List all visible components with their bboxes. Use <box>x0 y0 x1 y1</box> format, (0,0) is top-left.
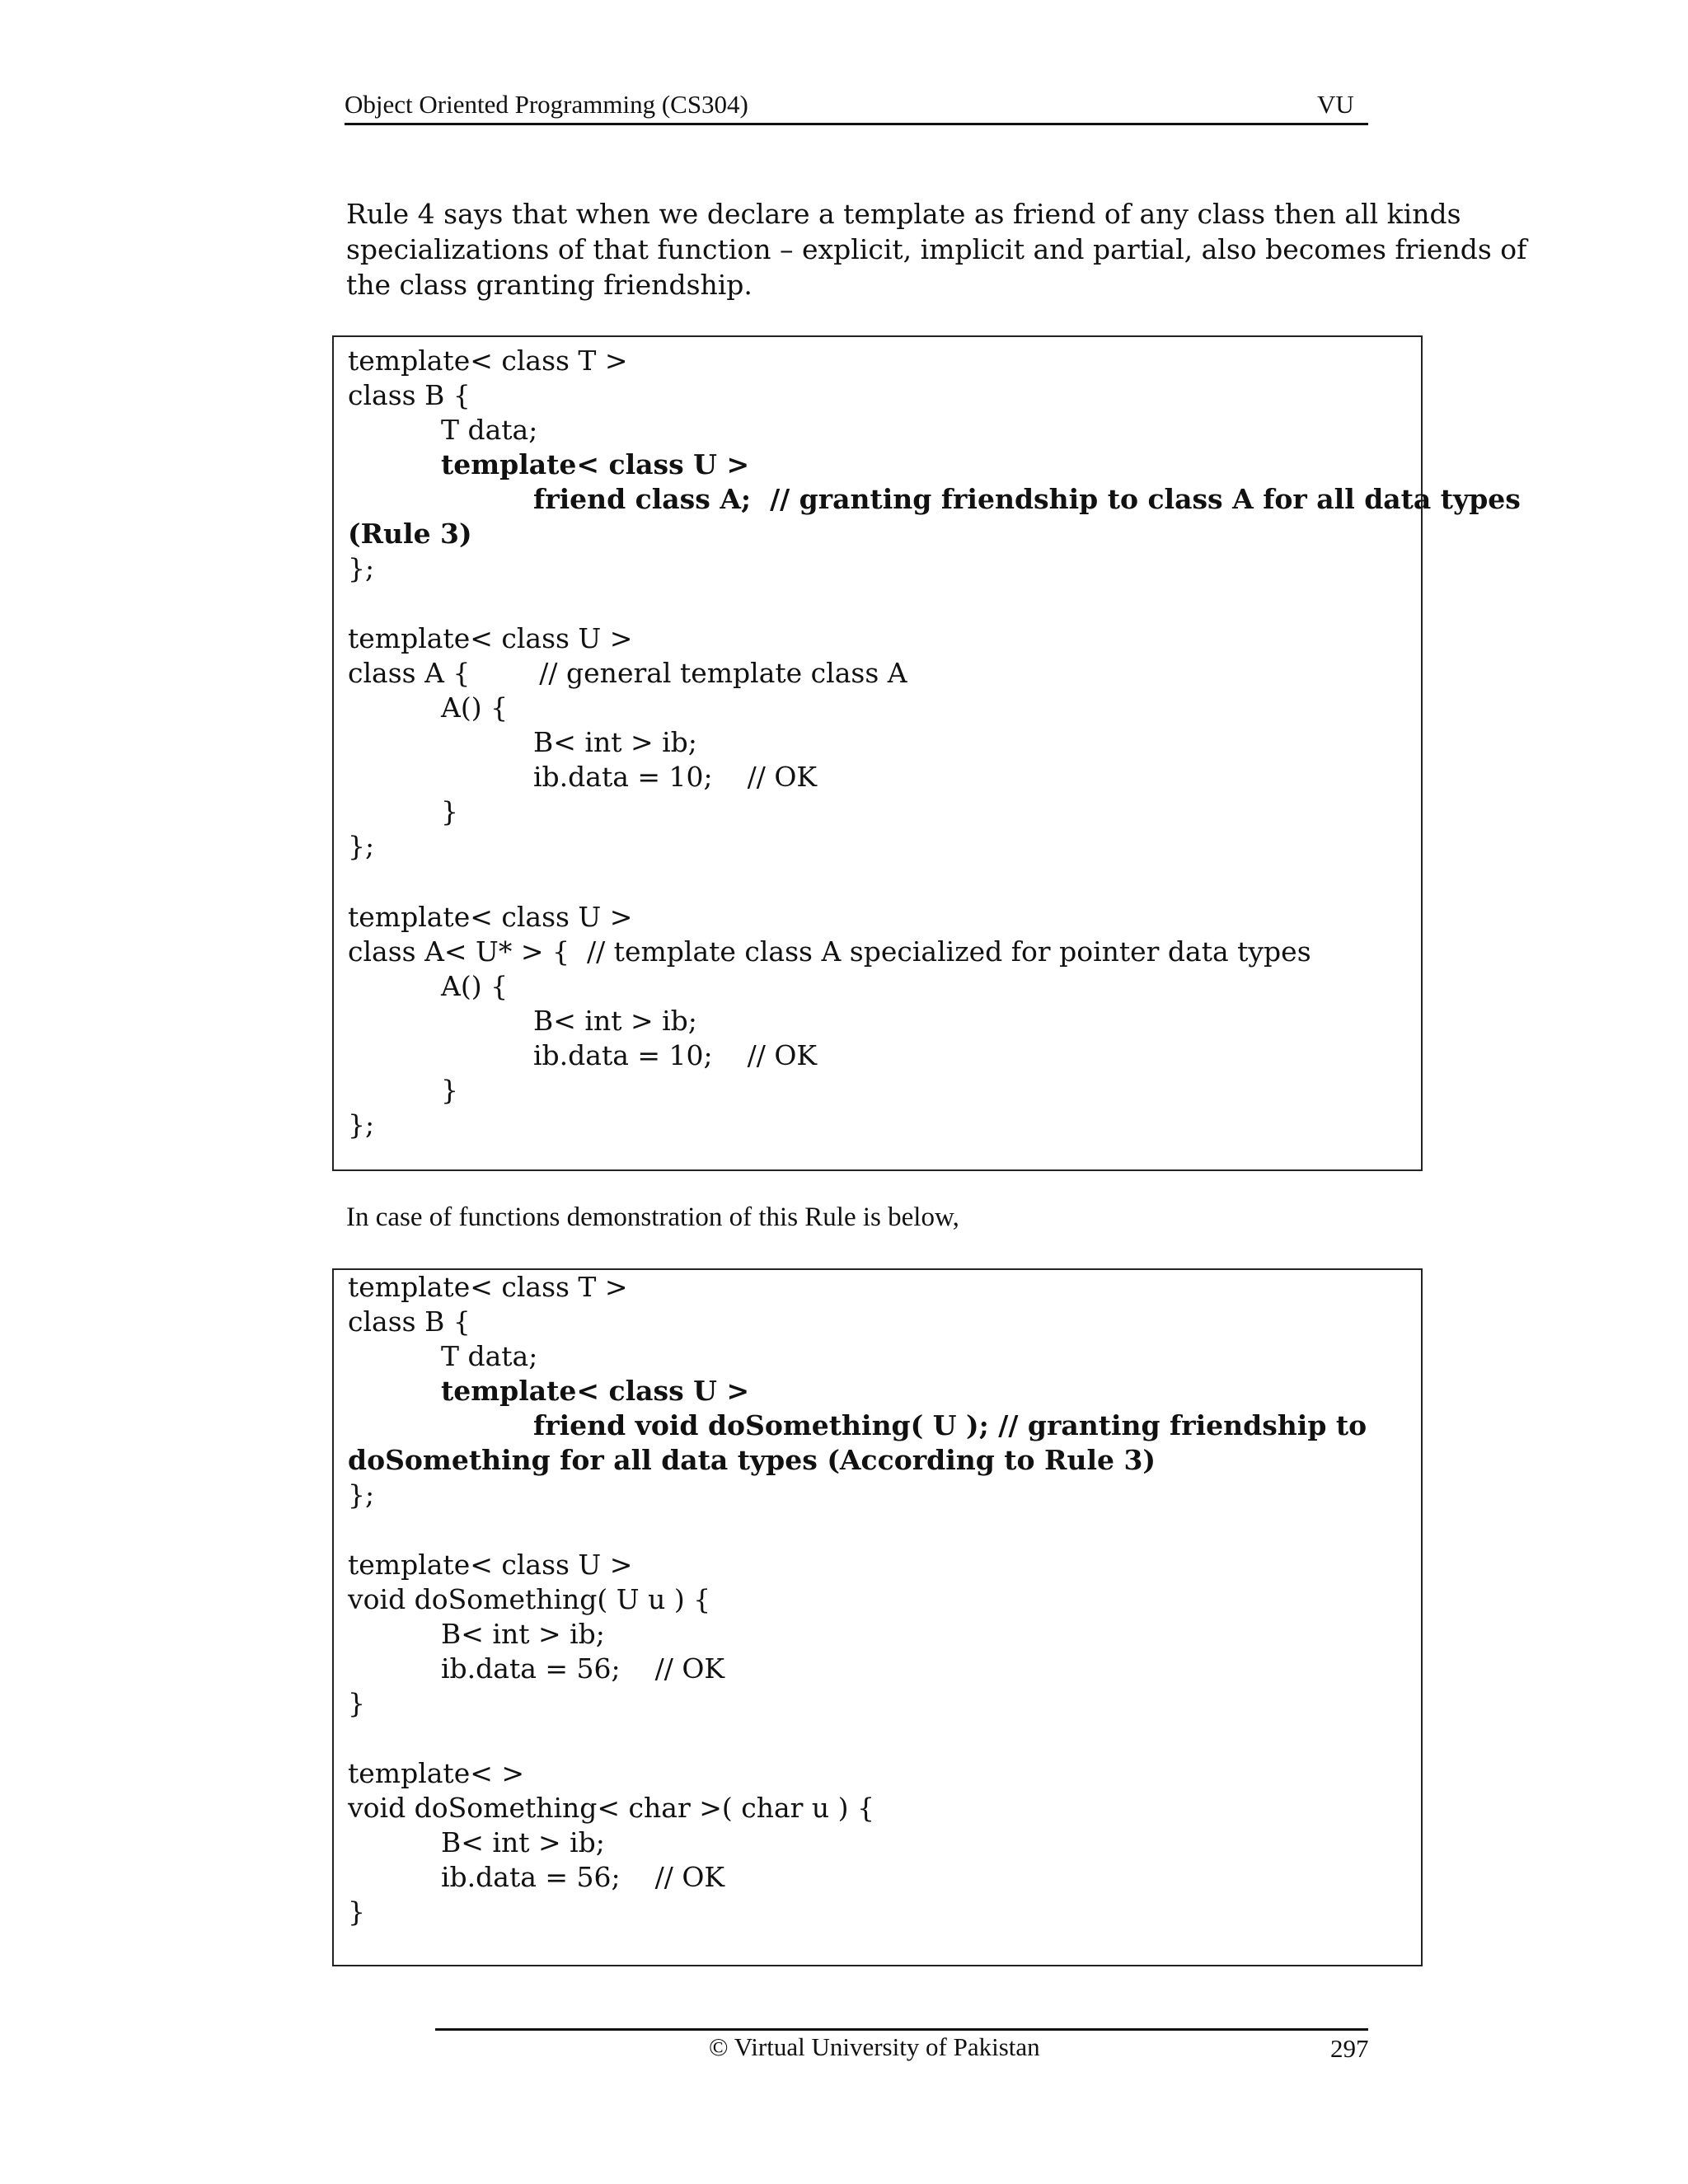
code-line: B< int > ib; <box>441 1618 605 1650</box>
intro-line: specializations of that function – explicit, implicit and partial, also becomes friends of <box>346 233 1527 265</box>
code-line: void doSomething< char >( char u ) { <box>348 1792 875 1824</box>
code-line: class A< U* > { // template class A specialized for pointer data types <box>348 935 1311 968</box>
code-line: A() { <box>441 691 509 724</box>
code-line: template< class T > <box>348 1271 628 1303</box>
code-line: B< int > ib; <box>533 726 697 758</box>
code-line: }; <box>348 1108 375 1141</box>
code-line: friend class A; // granting friendship to class A for all data types <box>533 483 1521 515</box>
code-line: template< class T > <box>348 344 628 377</box>
intro-paragraph <box>346 196 1527 302</box>
footer-copyright: © Virtual University of Pakistan <box>709 2032 1040 2061</box>
between-text: In case of functions demonstration of this Rule is below, <box>346 1202 959 1232</box>
code-line: ib.data = 10; // OK <box>533 761 818 793</box>
code-line: ib.data = 56; // OK <box>441 1652 725 1685</box>
code-line: doSomething for all data types (According to Rule 3) <box>348 1444 1156 1476</box>
code-line: friend void doSomething( U ); // granting friendship to <box>533 1409 1367 1441</box>
code-line: template< class U > <box>348 1549 633 1581</box>
code-line: } <box>441 795 458 827</box>
header-right-label: VU <box>1317 90 1354 119</box>
code-line: B< int > ib; <box>441 1826 605 1858</box>
code-line: class A { // general template class A <box>348 657 907 689</box>
code-line: } <box>348 1896 365 1928</box>
code-line: class B { <box>348 379 471 411</box>
code-line: class B { <box>348 1305 471 1338</box>
code-line: } <box>441 1074 458 1106</box>
code-line: A() { <box>441 970 509 1002</box>
code-line: T data; <box>441 1340 538 1372</box>
code-line: }; <box>348 830 375 862</box>
code-line: template< class U > <box>441 448 750 480</box>
code-line: ib.data = 56; // OK <box>441 1861 725 1893</box>
intro-line: Rule 4 says that when we declare a template as friend of any class then all kinds <box>346 198 1461 230</box>
code-box-class-template <box>332 335 1521 1171</box>
code-line: template< class U > <box>348 622 633 654</box>
code-box-function-template <box>332 1268 1423 1966</box>
code-line: }; <box>348 552 375 584</box>
footer-rule <box>435 2028 1368 2031</box>
header-title: Object Oriented Programming (CS304) <box>345 90 748 119</box>
code-line: template< class U > <box>441 1375 750 1407</box>
header-rule <box>345 123 1368 125</box>
code-line: T data; <box>441 414 538 446</box>
page-number: 297 <box>1330 2034 1369 2063</box>
code-line: }; <box>348 1479 375 1511</box>
code-line: } <box>348 1687 365 1719</box>
code-line: ib.data = 10; // OK <box>533 1039 818 1071</box>
code-line: (Rule 3) <box>348 518 472 550</box>
code-line: B< int > ib; <box>533 1005 697 1037</box>
intro-line: the class granting friendship. <box>346 269 753 301</box>
code-line: template< > <box>348 1757 525 1789</box>
code-line: template< class U > <box>348 901 633 933</box>
code-line: void doSomething( U u ) { <box>348 1583 711 1615</box>
